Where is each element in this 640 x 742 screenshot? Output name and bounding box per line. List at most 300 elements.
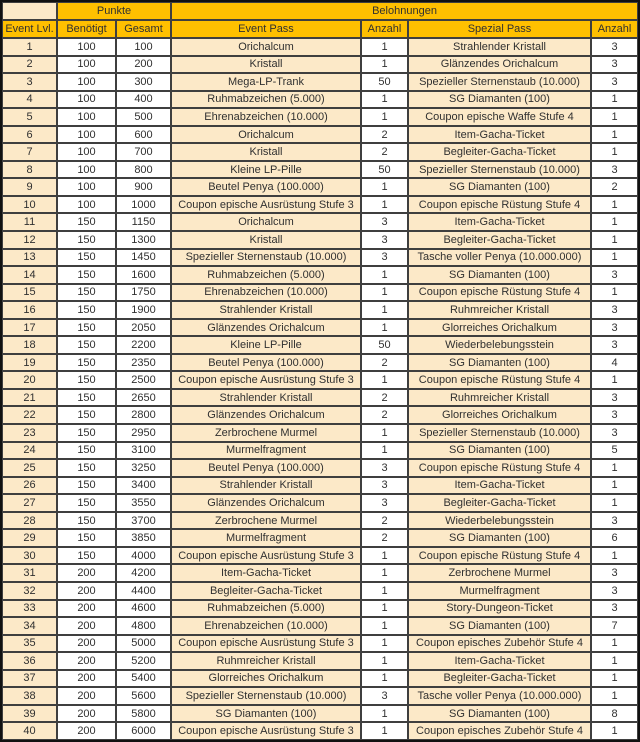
cell-event-lvl: 2 [2, 56, 57, 74]
cell-spezial-pass-anzahl: 3 [591, 266, 638, 284]
cell-event-pass: Item-Gacha-Ticket [171, 564, 361, 582]
cell-event-lvl: 21 [2, 389, 57, 407]
cell-gesamt: 1900 [116, 301, 171, 319]
cell-event-lvl: 18 [2, 336, 57, 354]
cell-event-pass-anzahl: 3 [361, 477, 408, 495]
cell-spezial-pass: SG Diamanten (100) [408, 705, 591, 723]
cell-spezial-pass: Coupon epische Rüstung Stufe 4 [408, 547, 591, 565]
column-header-benoetigt: Benötigt [57, 20, 116, 38]
cell-event-pass-anzahl: 1 [361, 705, 408, 723]
cell-benoetigt: 100 [57, 161, 116, 179]
cell-event-pass: Strahlender Kristall [171, 477, 361, 495]
cell-event-pass-anzahl: 3 [361, 494, 408, 512]
cell-event-pass-anzahl: 2 [361, 406, 408, 424]
cell-spezial-pass-anzahl: 1 [591, 459, 638, 477]
cell-event-pass-anzahl: 1 [361, 670, 408, 688]
cell-event-pass-anzahl: 50 [361, 161, 408, 179]
corner-cell [2, 2, 57, 20]
cell-event-pass-anzahl: 1 [361, 617, 408, 635]
cell-spezial-pass: Murmelfragment [408, 582, 591, 600]
cell-spezial-pass-anzahl: 3 [591, 56, 638, 74]
cell-event-pass: Glänzendes Orichalcum [171, 494, 361, 512]
cell-event-lvl: 10 [2, 196, 57, 214]
cell-event-lvl: 29 [2, 529, 57, 547]
cell-event-pass: Beutel Penya (100.000) [171, 459, 361, 477]
cell-benoetigt: 150 [57, 284, 116, 302]
cell-gesamt: 900 [116, 178, 171, 196]
table-row [2, 459, 638, 477]
cell-event-pass-anzahl: 1 [361, 442, 408, 460]
cell-benoetigt: 150 [57, 477, 116, 495]
cell-event-pass: Murmelfragment [171, 529, 361, 547]
table-row [2, 600, 638, 618]
cell-spezial-pass: Coupon episches Zubehör Stufe 4 [408, 635, 591, 653]
cell-spezial-pass: SG Diamanten (100) [408, 354, 591, 372]
cell-event-lvl: 7 [2, 143, 57, 161]
cell-event-lvl: 20 [2, 371, 57, 389]
table-row [2, 354, 638, 372]
cell-benoetigt: 150 [57, 529, 116, 547]
cell-event-pass-anzahl: 1 [361, 635, 408, 653]
cell-spezial-pass-anzahl: 6 [591, 529, 638, 547]
cell-event-pass: Ruhmabzeichen (5.000) [171, 91, 361, 109]
table-row [2, 547, 638, 565]
cell-benoetigt: 200 [57, 617, 116, 635]
cell-spezial-pass: Begleiter-Gacha-Ticket [408, 494, 591, 512]
cell-spezial-pass: Spezieller Sternenstaub (10.000) [408, 424, 591, 442]
cell-benoetigt: 200 [57, 600, 116, 618]
cell-benoetigt: 150 [57, 512, 116, 530]
cell-gesamt: 100 [116, 38, 171, 56]
cell-spezial-pass: Begleiter-Gacha-Ticket [408, 143, 591, 161]
cell-spezial-pass-anzahl: 1 [591, 249, 638, 267]
cell-gesamt: 300 [116, 73, 171, 91]
cell-gesamt: 3550 [116, 494, 171, 512]
cell-gesamt: 700 [116, 143, 171, 161]
cell-gesamt: 1000 [116, 196, 171, 214]
cell-gesamt: 800 [116, 161, 171, 179]
cell-event-pass: Ehrenabzeichen (10.000) [171, 284, 361, 302]
cell-event-pass: Murmelfragment [171, 442, 361, 460]
table-row [2, 301, 638, 319]
cell-event-pass: Coupon epische Ausrüstung Stufe 3 [171, 371, 361, 389]
cell-spezial-pass: Coupon epische Rüstung Stufe 4 [408, 284, 591, 302]
cell-gesamt: 3400 [116, 477, 171, 495]
points-group-header: Punkte [57, 2, 171, 20]
cell-event-pass: Mega-LP-Trank [171, 73, 361, 91]
cell-gesamt: 2800 [116, 406, 171, 424]
cell-benoetigt: 100 [57, 91, 116, 109]
cell-gesamt: 4200 [116, 564, 171, 582]
cell-event-pass-anzahl: 3 [361, 249, 408, 267]
cell-spezial-pass-anzahl: 3 [591, 319, 638, 337]
table-row [2, 635, 638, 653]
cell-event-pass: Spezieller Sternenstaub (10.000) [171, 249, 361, 267]
cell-event-pass-anzahl: 2 [361, 389, 408, 407]
cell-benoetigt: 150 [57, 424, 116, 442]
cell-benoetigt: 100 [57, 73, 116, 91]
cell-spezial-pass-anzahl: 1 [591, 477, 638, 495]
cell-spezial-pass: Coupon epische Waffe Stufe 4 [408, 108, 591, 126]
table-row [2, 143, 638, 161]
cell-event-pass: SG Diamanten (100) [171, 705, 361, 723]
table-row [2, 336, 638, 354]
cell-spezial-pass: Glorreiches Orichalkum [408, 319, 591, 337]
cell-event-pass: Ruhmreicher Kristall [171, 652, 361, 670]
cell-benoetigt: 150 [57, 371, 116, 389]
cell-event-pass-anzahl: 3 [361, 687, 408, 705]
column-header-event-pass: Event Pass [171, 20, 361, 38]
column-header-event-lvl: Event Lvl. [2, 20, 57, 38]
table-row [2, 389, 638, 407]
cell-spezial-pass: SG Diamanten (100) [408, 178, 591, 196]
cell-event-lvl: 38 [2, 687, 57, 705]
column-header-row [2, 20, 638, 38]
cell-benoetigt: 200 [57, 687, 116, 705]
cell-event-pass: Coupon epische Ausrüstung Stufe 3 [171, 635, 361, 653]
cell-spezial-pass-anzahl: 3 [591, 424, 638, 442]
cell-event-lvl: 31 [2, 564, 57, 582]
cell-event-lvl: 8 [2, 161, 57, 179]
table-row [2, 319, 638, 337]
cell-spezial-pass-anzahl: 3 [591, 73, 638, 91]
cell-spezial-pass: SG Diamanten (100) [408, 617, 591, 635]
cell-benoetigt: 150 [57, 442, 116, 460]
cell-event-pass: Kristall [171, 231, 361, 249]
cell-gesamt: 1750 [116, 284, 171, 302]
cell-event-pass-anzahl: 1 [361, 371, 408, 389]
column-header-gesamt: Gesamt [116, 20, 171, 38]
table-body [2, 38, 638, 740]
cell-event-pass-anzahl: 1 [361, 178, 408, 196]
column-header-event-pass-anzahl: Anzahl [361, 20, 408, 38]
cell-event-lvl: 24 [2, 442, 57, 460]
rewards-group-header: Belohnungen [171, 2, 638, 20]
cell-event-pass-anzahl: 1 [361, 582, 408, 600]
cell-spezial-pass-anzahl: 3 [591, 301, 638, 319]
cell-gesamt: 2500 [116, 371, 171, 389]
cell-benoetigt: 150 [57, 301, 116, 319]
cell-spezial-pass: Begleiter-Gacha-Ticket [408, 670, 591, 688]
cell-event-lvl: 40 [2, 722, 57, 740]
cell-gesamt: 4800 [116, 617, 171, 635]
table-row [2, 477, 638, 495]
cell-event-pass-anzahl: 50 [361, 336, 408, 354]
cell-gesamt: 6000 [116, 722, 171, 740]
cell-spezial-pass: Ruhmreicher Kristall [408, 301, 591, 319]
cell-event-lvl: 25 [2, 459, 57, 477]
table-row [2, 652, 638, 670]
cell-event-pass: Zerbrochene Murmel [171, 424, 361, 442]
cell-spezial-pass-anzahl: 1 [591, 687, 638, 705]
cell-spezial-pass-anzahl: 1 [591, 213, 638, 231]
cell-spezial-pass-anzahl: 1 [591, 108, 638, 126]
cell-gesamt: 2950 [116, 424, 171, 442]
cell-spezial-pass: Ruhmreicher Kristall [408, 389, 591, 407]
cell-event-pass-anzahl: 1 [361, 301, 408, 319]
cell-spezial-pass-anzahl: 1 [591, 196, 638, 214]
cell-spezial-pass-anzahl: 3 [591, 406, 638, 424]
cell-event-pass: Kleine LP-Pille [171, 161, 361, 179]
table-row [2, 687, 638, 705]
cell-event-lvl: 35 [2, 635, 57, 653]
cell-benoetigt: 100 [57, 56, 116, 74]
cell-event-pass: Strahlender Kristall [171, 389, 361, 407]
cell-spezial-pass-anzahl: 1 [591, 494, 638, 512]
table-row [2, 73, 638, 91]
cell-event-lvl: 19 [2, 354, 57, 372]
cell-event-pass-anzahl: 1 [361, 266, 408, 284]
cell-event-lvl: 17 [2, 319, 57, 337]
table-row [2, 670, 638, 688]
cell-gesamt: 4000 [116, 547, 171, 565]
table-header [2, 2, 638, 38]
cell-event-pass: Glänzendes Orichalcum [171, 406, 361, 424]
cell-spezial-pass-anzahl: 1 [591, 143, 638, 161]
table-row [2, 617, 638, 635]
cell-event-lvl: 37 [2, 670, 57, 688]
cell-event-lvl: 32 [2, 582, 57, 600]
cell-spezial-pass: Item-Gacha-Ticket [408, 477, 591, 495]
cell-spezial-pass: Strahlender Kristall [408, 38, 591, 56]
cell-spezial-pass-anzahl: 1 [591, 231, 638, 249]
cell-gesamt: 200 [116, 56, 171, 74]
cell-benoetigt: 200 [57, 670, 116, 688]
table-row [2, 213, 638, 231]
cell-spezial-pass-anzahl: 3 [591, 336, 638, 354]
cell-spezial-pass-anzahl: 5 [591, 442, 638, 460]
cell-event-pass: Zerbrochene Murmel [171, 512, 361, 530]
cell-event-lvl: 16 [2, 301, 57, 319]
cell-event-lvl: 4 [2, 91, 57, 109]
cell-event-lvl: 9 [2, 178, 57, 196]
cell-spezial-pass: Coupon episches Zubehör Stufe 4 [408, 722, 591, 740]
table-row [2, 126, 638, 144]
cell-gesamt: 2350 [116, 354, 171, 372]
cell-spezial-pass-anzahl: 2 [591, 178, 638, 196]
cell-spezial-pass: Wiederbelebungsstein [408, 512, 591, 530]
cell-spezial-pass: Item-Gacha-Ticket [408, 126, 591, 144]
table-row [2, 284, 638, 302]
cell-event-pass: Ehrenabzeichen (10.000) [171, 108, 361, 126]
cell-gesamt: 3100 [116, 442, 171, 460]
cell-event-lvl: 5 [2, 108, 57, 126]
cell-spezial-pass-anzahl: 3 [591, 564, 638, 582]
cell-event-pass-anzahl: 1 [361, 547, 408, 565]
table-row [2, 424, 638, 442]
cell-spezial-pass-anzahl: 3 [591, 512, 638, 530]
cell-spezial-pass-anzahl: 1 [591, 635, 638, 653]
cell-event-lvl: 26 [2, 477, 57, 495]
cell-event-pass-anzahl: 1 [361, 56, 408, 74]
cell-gesamt: 4600 [116, 600, 171, 618]
cell-event-lvl: 6 [2, 126, 57, 144]
table-row [2, 512, 638, 530]
cell-event-pass-anzahl: 2 [361, 529, 408, 547]
cell-spezial-pass: Begleiter-Gacha-Ticket [408, 231, 591, 249]
cell-gesamt: 3250 [116, 459, 171, 477]
cell-gesamt: 1600 [116, 266, 171, 284]
cell-event-pass-anzahl: 1 [361, 196, 408, 214]
cell-spezial-pass: SG Diamanten (100) [408, 442, 591, 460]
cell-gesamt: 1300 [116, 231, 171, 249]
table-row [2, 249, 638, 267]
cell-event-pass-anzahl: 1 [361, 424, 408, 442]
cell-benoetigt: 150 [57, 319, 116, 337]
cell-event-pass-anzahl: 2 [361, 143, 408, 161]
cell-event-pass-anzahl: 1 [361, 108, 408, 126]
cell-gesamt: 600 [116, 126, 171, 144]
cell-gesamt: 4400 [116, 582, 171, 600]
cell-spezial-pass-anzahl: 3 [591, 389, 638, 407]
cell-event-lvl: 28 [2, 512, 57, 530]
cell-spezial-pass-anzahl: 1 [591, 371, 638, 389]
cell-benoetigt: 150 [57, 459, 116, 477]
cell-event-pass: Kristall [171, 56, 361, 74]
cell-event-pass-anzahl: 3 [361, 213, 408, 231]
table-row [2, 705, 638, 723]
cell-event-pass: Orichalcum [171, 213, 361, 231]
cell-spezial-pass-anzahl: 1 [591, 652, 638, 670]
cell-event-lvl: 13 [2, 249, 57, 267]
cell-benoetigt: 150 [57, 266, 116, 284]
group-header-row [2, 2, 638, 20]
cell-event-pass: Coupon epische Ausrüstung Stufe 3 [171, 722, 361, 740]
cell-benoetigt: 100 [57, 178, 116, 196]
cell-spezial-pass-anzahl: 1 [591, 670, 638, 688]
cell-spezial-pass-anzahl: 1 [591, 126, 638, 144]
table-row [2, 161, 638, 179]
cell-spezial-pass: Coupon epische Rüstung Stufe 4 [408, 371, 591, 389]
cell-spezial-pass-anzahl: 3 [591, 161, 638, 179]
table-row [2, 91, 638, 109]
cell-event-pass-anzahl: 3 [361, 459, 408, 477]
cell-spezial-pass-anzahl: 1 [591, 91, 638, 109]
cell-event-pass: Ruhmabzeichen (5.000) [171, 600, 361, 618]
cell-event-lvl: 1 [2, 38, 57, 56]
cell-benoetigt: 150 [57, 354, 116, 372]
cell-event-pass: Ruhmabzeichen (5.000) [171, 266, 361, 284]
cell-benoetigt: 200 [57, 564, 116, 582]
cell-gesamt: 500 [116, 108, 171, 126]
column-header-spezial-pass-anzahl: Anzahl [591, 20, 638, 38]
cell-spezial-pass: SG Diamanten (100) [408, 91, 591, 109]
cell-gesamt: 400 [116, 91, 171, 109]
table-row [2, 582, 638, 600]
cell-spezial-pass: Item-Gacha-Ticket [408, 213, 591, 231]
cell-gesamt: 2650 [116, 389, 171, 407]
cell-benoetigt: 150 [57, 249, 116, 267]
table-row [2, 406, 638, 424]
table-row [2, 442, 638, 460]
cell-event-pass-anzahl: 3 [361, 231, 408, 249]
cell-event-lvl: 11 [2, 213, 57, 231]
cell-gesamt: 5200 [116, 652, 171, 670]
cell-event-lvl: 12 [2, 231, 57, 249]
cell-event-pass: Begleiter-Gacha-Ticket [171, 582, 361, 600]
cell-gesamt: 2200 [116, 336, 171, 354]
cell-spezial-pass: SG Diamanten (100) [408, 529, 591, 547]
cell-event-pass: Spezieller Sternenstaub (10.000) [171, 687, 361, 705]
cell-gesamt: 5800 [116, 705, 171, 723]
table-row [2, 196, 638, 214]
table-row [2, 494, 638, 512]
table-row [2, 371, 638, 389]
cell-spezial-pass: Tasche voller Penya (10.000.000) [408, 687, 591, 705]
table-row [2, 56, 638, 74]
cell-spezial-pass: Story-Dungeon-Ticket [408, 600, 591, 618]
cell-benoetigt: 200 [57, 635, 116, 653]
table-row [2, 231, 638, 249]
cell-event-pass: Coupon epische Ausrüstung Stufe 3 [171, 547, 361, 565]
cell-spezial-pass-anzahl: 3 [591, 38, 638, 56]
cell-event-pass-anzahl: 1 [361, 652, 408, 670]
cell-event-lvl: 27 [2, 494, 57, 512]
cell-spezial-pass: Tasche voller Penya (10.000.000) [408, 249, 591, 267]
cell-event-pass: Orichalcum [171, 38, 361, 56]
table-row [2, 722, 638, 740]
cell-spezial-pass-anzahl: 4 [591, 354, 638, 372]
cell-event-pass: Beutel Penya (100.000) [171, 178, 361, 196]
cell-event-pass: Strahlender Kristall [171, 301, 361, 319]
cell-event-pass-anzahl: 2 [361, 354, 408, 372]
cell-spezial-pass: Spezieller Sternenstaub (10.000) [408, 161, 591, 179]
cell-benoetigt: 150 [57, 494, 116, 512]
cell-event-pass-anzahl: 1 [361, 564, 408, 582]
cell-spezial-pass: Wiederbelebungsstein [408, 336, 591, 354]
cell-benoetigt: 100 [57, 38, 116, 56]
cell-gesamt: 1450 [116, 249, 171, 267]
cell-event-pass: Coupon epische Ausrüstung Stufe 3 [171, 196, 361, 214]
cell-spezial-pass: SG Diamanten (100) [408, 266, 591, 284]
cell-gesamt: 5400 [116, 670, 171, 688]
cell-spezial-pass-anzahl: 7 [591, 617, 638, 635]
table-row [2, 529, 638, 547]
cell-event-lvl: 22 [2, 406, 57, 424]
cell-event-lvl: 23 [2, 424, 57, 442]
cell-spezial-pass-anzahl: 1 [591, 284, 638, 302]
cell-event-lvl: 33 [2, 600, 57, 618]
cell-event-pass: Ehrenabzeichen (10.000) [171, 617, 361, 635]
cell-benoetigt: 150 [57, 547, 116, 565]
cell-benoetigt: 150 [57, 231, 116, 249]
table-row [2, 266, 638, 284]
cell-benoetigt: 200 [57, 652, 116, 670]
cell-event-pass-anzahl: 1 [361, 722, 408, 740]
cell-event-pass: Beutel Penya (100.000) [171, 354, 361, 372]
cell-event-pass-anzahl: 2 [361, 126, 408, 144]
cell-event-lvl: 30 [2, 547, 57, 565]
cell-event-pass: Orichalcum [171, 126, 361, 144]
cell-spezial-pass: Zerbrochene Murmel [408, 564, 591, 582]
cell-event-pass-anzahl: 1 [361, 319, 408, 337]
cell-benoetigt: 150 [57, 389, 116, 407]
cell-gesamt: 3850 [116, 529, 171, 547]
cell-event-lvl: 15 [2, 284, 57, 302]
cell-gesamt: 1150 [116, 213, 171, 231]
cell-event-lvl: 39 [2, 705, 57, 723]
cell-benoetigt: 150 [57, 406, 116, 424]
cell-event-pass: Kleine LP-Pille [171, 336, 361, 354]
cell-spezial-pass-anzahl: 8 [591, 705, 638, 723]
table-row [2, 108, 638, 126]
cell-event-pass-anzahl: 1 [361, 600, 408, 618]
cell-event-pass-anzahl: 2 [361, 512, 408, 530]
table-row [2, 178, 638, 196]
cell-benoetigt: 200 [57, 705, 116, 723]
cell-benoetigt: 200 [57, 582, 116, 600]
cell-event-pass-anzahl: 1 [361, 284, 408, 302]
